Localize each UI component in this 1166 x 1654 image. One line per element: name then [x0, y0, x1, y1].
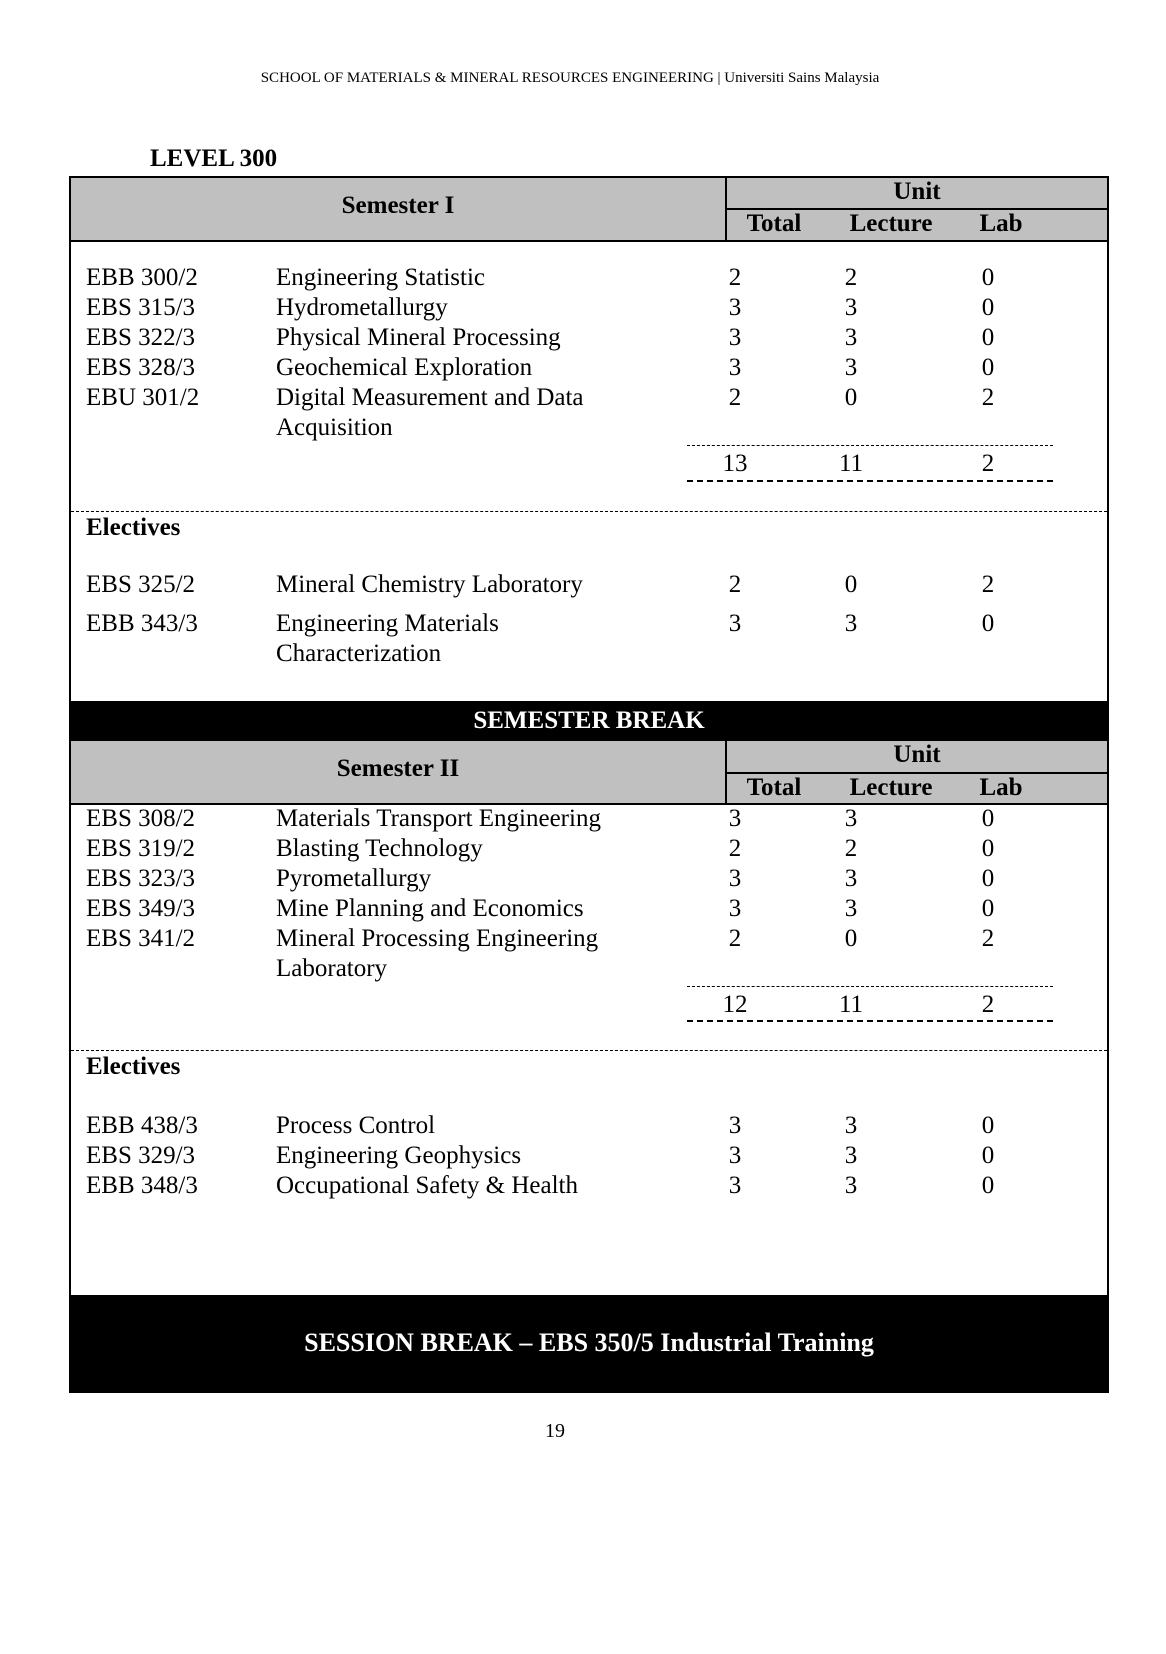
- course-code: EBS 308/2: [86, 805, 196, 832]
- sum2-total: 12: [722, 991, 748, 1018]
- course-total: 3: [728, 865, 742, 892]
- unit-header-2: Unit: [893, 741, 941, 768]
- course-lab: 0: [981, 1172, 995, 1199]
- course-lab: 2: [981, 384, 995, 411]
- semester-break-bar: SEMESTER BREAK: [71, 701, 1107, 741]
- session-break-bar: SESSION BREAK – EBS 350/5 Industrial Training: [71, 1295, 1107, 1391]
- course-title: Digital Measurement and Data: [276, 384, 584, 411]
- course-title: Mineral Processing Engineering: [276, 925, 599, 952]
- course-title: Process Control: [276, 1112, 436, 1139]
- sum2-lab: 2: [981, 991, 995, 1018]
- course-total: 3: [728, 805, 742, 832]
- course-title-continued: Laboratory: [276, 955, 388, 982]
- course-lab: 0: [981, 865, 995, 892]
- lab-header: Lab: [979, 210, 1023, 237]
- course-lecture: 3: [844, 354, 858, 381]
- total-header: Total: [746, 210, 802, 237]
- page-number: 19: [545, 1420, 565, 1442]
- course-code: EBB 348/3: [86, 1172, 198, 1199]
- unit-header: Unit: [893, 178, 941, 205]
- total-header-2: Total: [746, 774, 802, 801]
- course-code: EBS 325/2: [86, 571, 196, 598]
- course-lab: 2: [981, 925, 995, 952]
- curriculum-table: [69, 176, 1109, 1393]
- course-title: Engineering Statistic: [276, 264, 485, 291]
- sum2-lecture: 11: [838, 991, 864, 1018]
- course-lab: 0: [981, 1142, 995, 1169]
- course-total: 3: [728, 1172, 742, 1199]
- course-lab: 0: [981, 324, 995, 351]
- course-lab: 0: [981, 610, 995, 637]
- course-code: EBU 301/2: [86, 384, 200, 411]
- course-title: Hydrometallurgy: [276, 294, 448, 321]
- course-total: 3: [728, 354, 742, 381]
- course-lecture: 3: [844, 610, 858, 637]
- course-total: 3: [728, 610, 742, 637]
- course-title-continued: Characterization: [276, 640, 442, 667]
- course-title-continued: Acquisition: [276, 414, 393, 441]
- course-lecture: 0: [844, 384, 858, 411]
- course-title: Engineering Geophysics: [276, 1142, 522, 1169]
- course-title: Blasting Technology: [276, 835, 483, 862]
- course-lecture: 3: [844, 1172, 858, 1199]
- sum-total: 13: [722, 450, 748, 477]
- course-code: EBS 329/3: [86, 1142, 196, 1169]
- course-code: EBB 300/2: [86, 264, 198, 291]
- level-title: LEVEL 300: [150, 145, 278, 172]
- course-code: EBS 328/3: [86, 354, 196, 381]
- course-title: Mineral Chemistry Laboratory: [276, 571, 583, 598]
- course-lab: 0: [981, 835, 995, 862]
- course-lecture: 0: [844, 571, 858, 598]
- course-lab: 0: [981, 264, 995, 291]
- course-lecture: 3: [844, 324, 858, 351]
- course-total: 2: [728, 925, 742, 952]
- course-title: Physical Mineral Processing: [276, 324, 561, 351]
- lecture-header: Lecture: [849, 210, 933, 237]
- course-total: 3: [728, 294, 742, 321]
- course-code: EBB 343/3: [86, 610, 198, 637]
- course-total: 3: [728, 324, 742, 351]
- course-total: 2: [728, 384, 742, 411]
- course-title: Mine Planning and Economics: [276, 895, 584, 922]
- semester1-electives-label: Electives: [86, 514, 181, 541]
- course-total: 2: [728, 835, 742, 862]
- course-lab: 2: [981, 571, 995, 598]
- course-code: EBS 323/3: [86, 865, 196, 892]
- course-lecture: 3: [844, 294, 858, 321]
- course-title: Pyrometallurgy: [276, 865, 432, 892]
- lab-header-2: Lab: [979, 774, 1023, 801]
- course-lab: 0: [981, 294, 995, 321]
- course-total: 2: [728, 571, 742, 598]
- sum-lecture: 11: [838, 450, 864, 477]
- course-lecture: 0: [844, 925, 858, 952]
- course-lecture: 3: [844, 895, 858, 922]
- course-code: EBS 319/2: [86, 835, 196, 862]
- course-lecture: 3: [844, 1142, 858, 1169]
- course-title: Geochemical Exploration: [276, 354, 533, 381]
- course-code: EBS 315/3: [86, 294, 196, 321]
- course-title: Materials Transport Engineering: [276, 805, 601, 832]
- course-total: 3: [728, 1142, 742, 1169]
- course-total: 2: [728, 264, 742, 291]
- course-code: EBS 341/2: [86, 925, 196, 952]
- course-lab: 0: [981, 805, 995, 832]
- sum-lab: 2: [981, 450, 995, 477]
- course-total: 3: [728, 1112, 742, 1139]
- course-lecture: 2: [844, 835, 858, 862]
- lecture-header-2: Lecture: [849, 774, 933, 801]
- semester1-title: Semester I: [341, 192, 455, 219]
- course-lecture: 2: [844, 264, 858, 291]
- semester2-electives-label: Electives: [86, 1053, 181, 1080]
- course-lecture: 3: [844, 805, 858, 832]
- course-lab: 0: [981, 895, 995, 922]
- course-lecture: 3: [844, 1112, 858, 1139]
- course-lecture: 3: [844, 865, 858, 892]
- page-header: SCHOOL OF MATERIALS & MINERAL RESOURCES ENGINEERING | Universiti Sains Malaysia: [260, 70, 880, 86]
- course-lab: 0: [981, 354, 995, 381]
- course-total: 3: [728, 895, 742, 922]
- course-code: EBS 349/3: [86, 895, 196, 922]
- semester2-title: Semester II: [336, 755, 460, 782]
- course-title: Occupational Safety & Health: [276, 1172, 578, 1199]
- course-code: EBB 438/3: [86, 1112, 198, 1139]
- course-lab: 0: [981, 1112, 995, 1139]
- course-title: Engineering Materials: [276, 610, 499, 637]
- course-code: EBS 322/3: [86, 324, 196, 351]
